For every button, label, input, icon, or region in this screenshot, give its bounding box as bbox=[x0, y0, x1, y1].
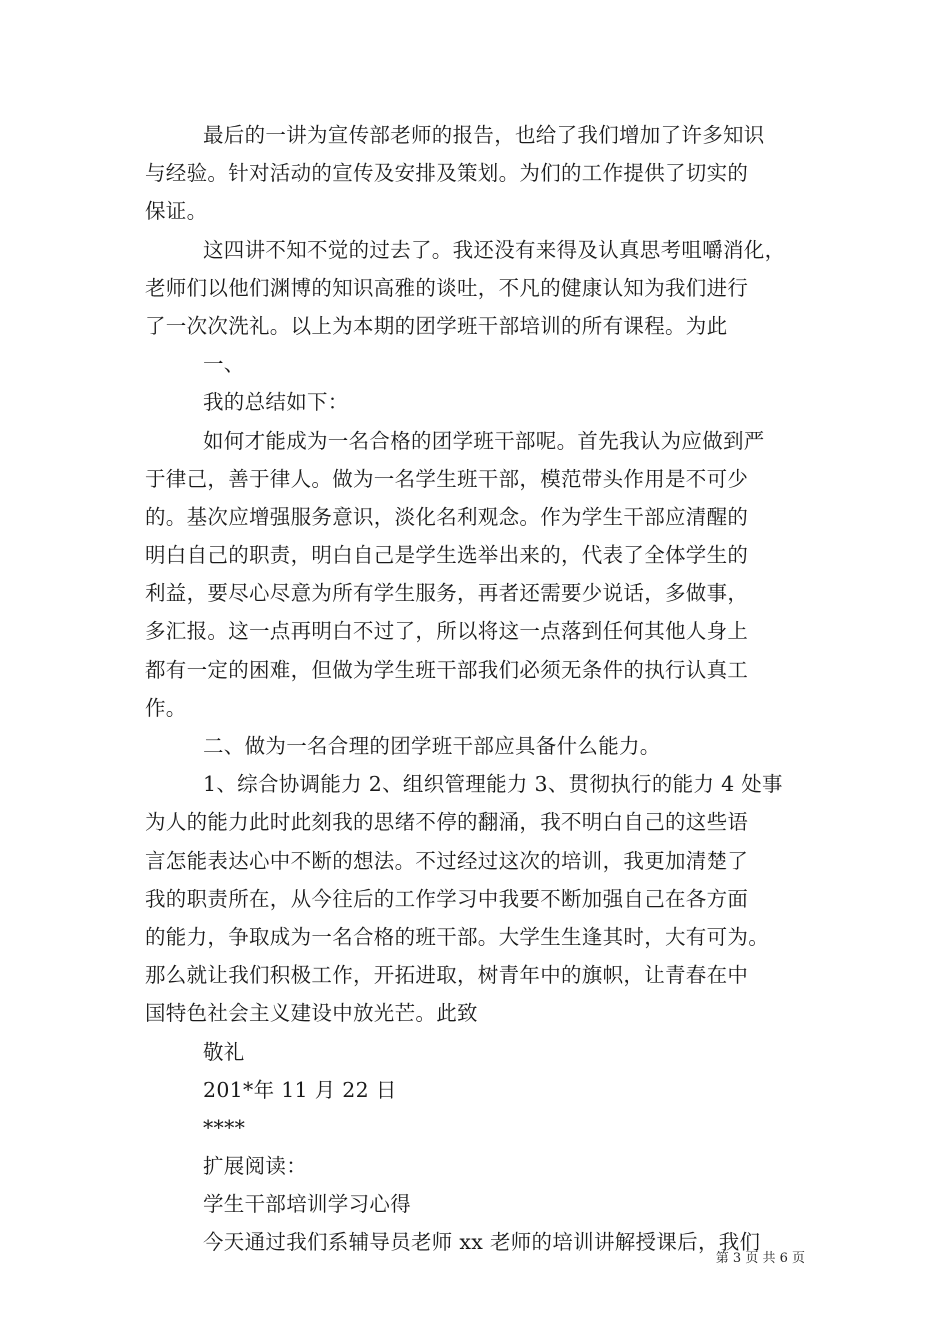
text-line: 二、做为一名合理的团学班干部应具备什么能力。 bbox=[203, 734, 661, 758]
text-line: 我的职责所在，从今往后的工作学习中我要不断加强自己在各方面 bbox=[145, 886, 749, 911]
text-line: 那么就让我们积极工作，开拓进取，树青年中的旗帜，让青春在中 bbox=[145, 963, 749, 988]
text-line: 这四讲不知不觉的过去了。我还没有来得及认真思考咀嚼消化， bbox=[203, 237, 786, 262]
date-line: 201*年 11 月 22 日 bbox=[203, 1077, 397, 1102]
text-line: 多汇报。这一点再明白不过了，所以将这一点落到任何其他人身上 bbox=[145, 619, 749, 644]
text-line: 都有一定的困难，但做为学生班干部我们必须无条件的执行认真工 bbox=[145, 657, 749, 682]
text-line: 了一次次洗礼。以上为本期的团学班干部培训的所有课程。为此 bbox=[145, 313, 728, 338]
text-line: 国特色社会主义建设中放光芒。此致 bbox=[145, 1001, 478, 1026]
signature-line: **** bbox=[203, 1115, 246, 1140]
closing-salutation: 敬礼 bbox=[203, 1039, 245, 1064]
text-line: 与经验。针对活动的宣传及安排及策划。为们的工作提供了切实的 bbox=[145, 161, 749, 186]
text-line: 今天通过我们系辅导员老师 xx 老师的培训讲解授课后，我们 bbox=[203, 1230, 761, 1255]
text-line: 最后的一讲为宣传部老师的报告，也给了我们增加了许多知识 bbox=[203, 123, 765, 147]
text-line: 于律己，善于律人。做为一名学生班干部，模范带头作用是不可少 bbox=[145, 466, 749, 491]
text-line: 的。基次应增强服务意识，淡化名利观念。作为学生干部应清醒的 bbox=[145, 504, 749, 529]
text-line: 的能力，争取成为一名合格的班干部。大学生生逢其时，大有可为。 bbox=[145, 924, 769, 949]
text-line: 明白自己的职责，明白自己是学生选举出来的，代表了全体学生的 bbox=[145, 543, 749, 568]
document-body bbox=[145, 116, 825, 1262]
text-line: 我的总结如下： bbox=[203, 390, 349, 415]
text-line: 老师们以他们渊博的知识高雅的谈吐，不凡的健康认知为我们进行 bbox=[145, 275, 749, 300]
section-title: 学生干部培训学习心得 bbox=[203, 1192, 411, 1217]
section-heading: 扩展阅读： bbox=[203, 1154, 307, 1179]
text-line: 为人的能力此时此刻我的思绪不停的翻涌，我不明白自己的这些语 bbox=[145, 810, 749, 835]
text-line: 保证。 bbox=[145, 199, 208, 224]
text-line: 如何才能成为一名合格的团学班干部呢。首先我认为应做到严 bbox=[203, 428, 765, 453]
text-line: 一、 bbox=[203, 352, 245, 377]
text-line: 作。 bbox=[145, 695, 187, 720]
text-line: 1、综合协调能力 2、组织管理能力 3、贯彻执行的能力 4 处事 bbox=[203, 772, 783, 797]
text-line: 利益，要尽心尽意为所有学生服务，再者还需要少说话，多做事， bbox=[145, 581, 749, 606]
page-number: 第 3 页 共 6 页 bbox=[715, 1251, 805, 1266]
text-line: 言怎能表达心中不断的想法。不过经过这次的培训，我更加清楚了 bbox=[145, 848, 749, 873]
